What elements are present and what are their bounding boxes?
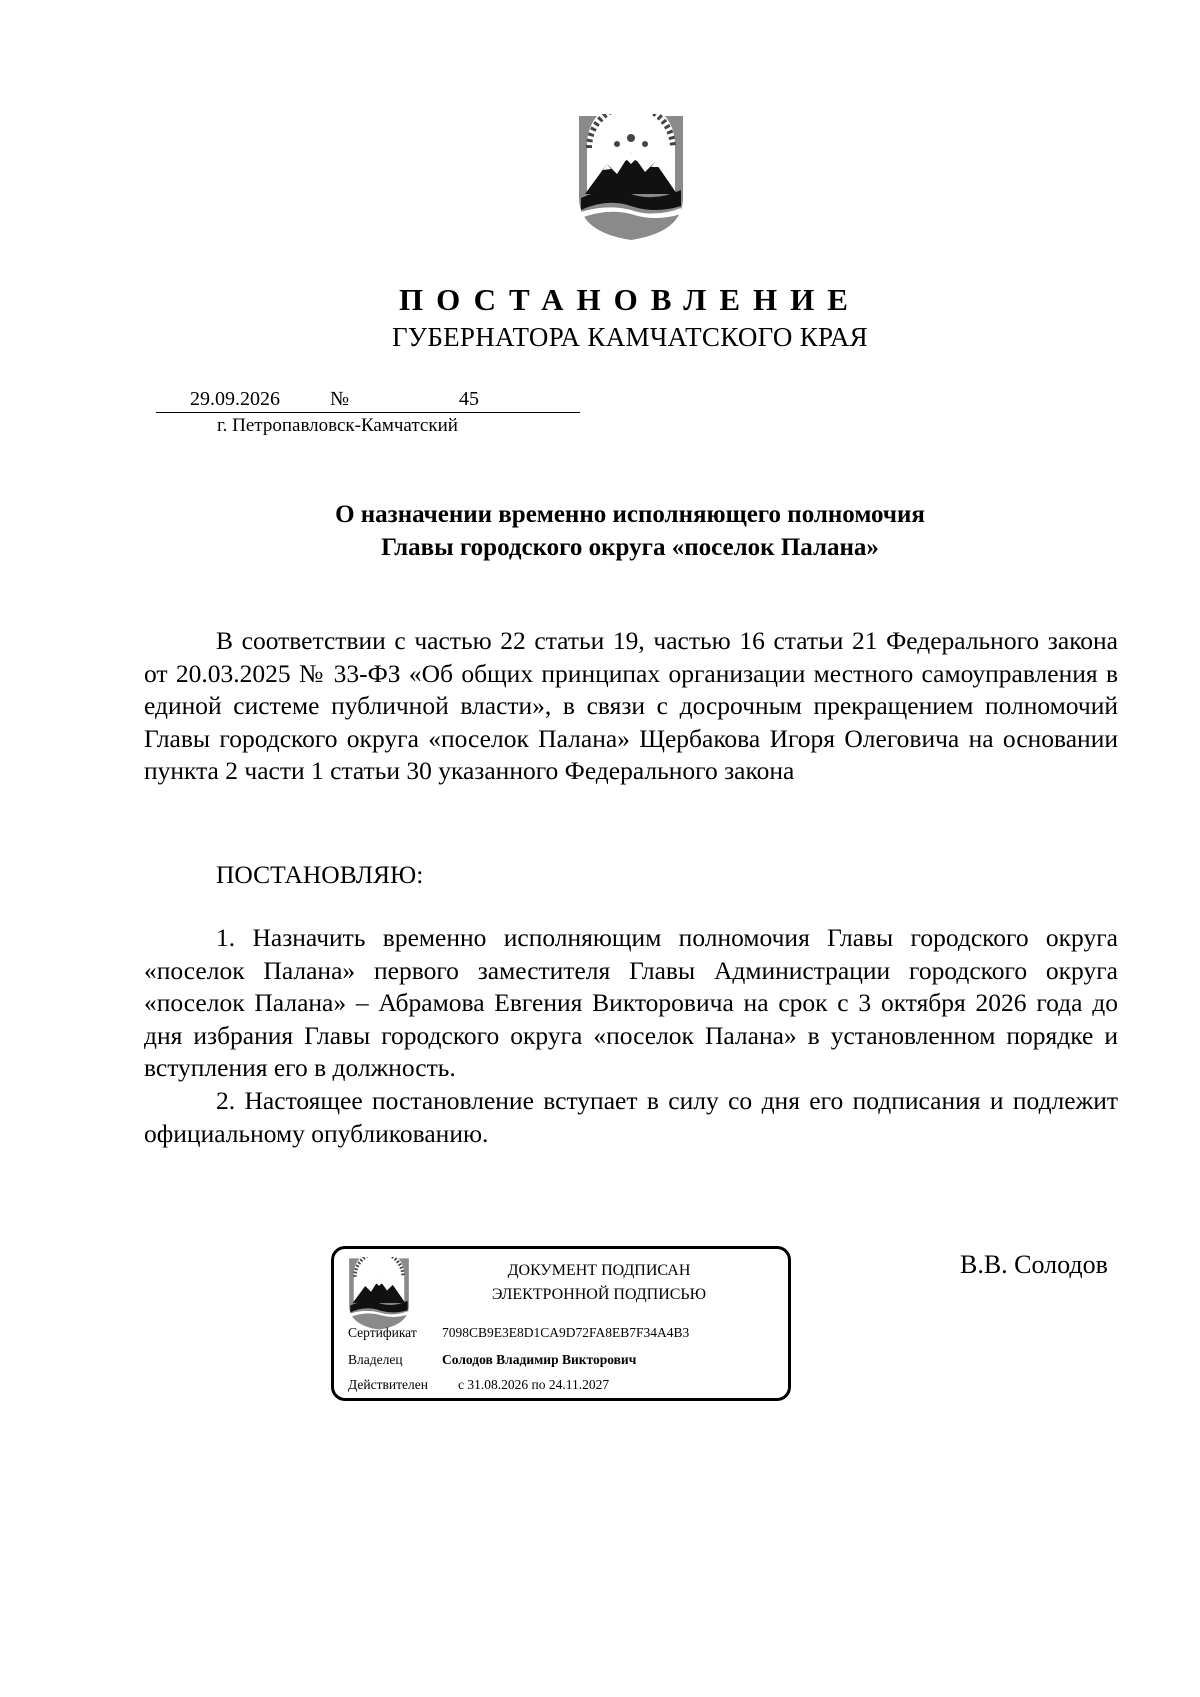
document-subject	[0, 498, 1200, 564]
document-number: 45	[459, 388, 479, 410]
stamp-coat-of-arms-icon	[348, 1257, 410, 1331]
stamp-heading-2: ЭЛЕКТРОННОЙ ПОДПИСЬЮ	[491, 1286, 707, 1303]
document-date: 29.09.2026	[190, 388, 280, 410]
number-sign: №	[330, 388, 350, 410]
stamp-owner-row	[348, 1350, 636, 1370]
certificate-label: Сертификат	[348, 1325, 417, 1340]
validity-value: с 31.08.2026 по 24.11.2027	[458, 1377, 610, 1392]
registration-line	[156, 386, 580, 413]
certificate-value: 7098CB9E3E8D1CA9D72FA8EB7F34A4B3	[442, 1325, 690, 1340]
subject-line-1: О назначении временно исполняющего полномочия	[335, 501, 925, 528]
electronic-signature-stamp	[331, 1246, 791, 1401]
document-city: г. Петропавловск-Камчатский	[217, 415, 458, 436]
owner-label: Владелец	[348, 1352, 403, 1367]
signer-name: В.В. Солодов	[960, 1250, 1108, 1279]
stamp-heading-1: ДОКУМЕНТ ПОДПИСАН	[507, 1262, 691, 1279]
validity-label: Действителен	[348, 1377, 428, 1392]
decree-word: ПОСТАНОВЛЯЮ:	[216, 860, 424, 889]
stamp-certificate-row	[348, 1323, 689, 1343]
preamble-paragraph: В соответствии с частью 22 статьи 19, частью 16 статьи 21 Федерального закона от 20.03.2025 № 33-ФЗ «Об общих принципах организации местного самоуправления в единой системе публичной власти», в связи с досрочным прекращением полномочий Главы городского округа «поселок Палана» Щербакова Игоря Олеговича на основании пункта 2 части 1 статьи 30 указанного Федерального закона	[144, 626, 1118, 785]
subject-line-2: Главы городского округа «поселок Палана»	[381, 534, 879, 561]
clause-2-paragraph: 2. Настоящее постановление вступает в силу со дня его подписания и подлежит официальному опубликованию.	[144, 1086, 1118, 1148]
document-issuer: ГУБЕРНАТОРА КАМЧАТСКОГО КРАЯ	[392, 322, 868, 352]
owner-value: Солодов Владимир Викторович	[442, 1352, 637, 1367]
stamp-validity-row	[348, 1375, 609, 1395]
document-title: ПОСТАНОВЛЕНИЕ	[399, 282, 861, 317]
coat-of-arms-icon	[577, 114, 685, 242]
clause-1-paragraph: 1. Назначить временно исполняющим полномочия Главы городского округа «поселок Палана» первого заместителя Главы Администрации городского округа «поселок Палана» – Абрамова Евгения Викторовича на срок с 3 октября 2026 года до дня избрания Главы городского округа «поселок Палана» в установленном порядке и вступления его в должность.	[144, 923, 1118, 1082]
